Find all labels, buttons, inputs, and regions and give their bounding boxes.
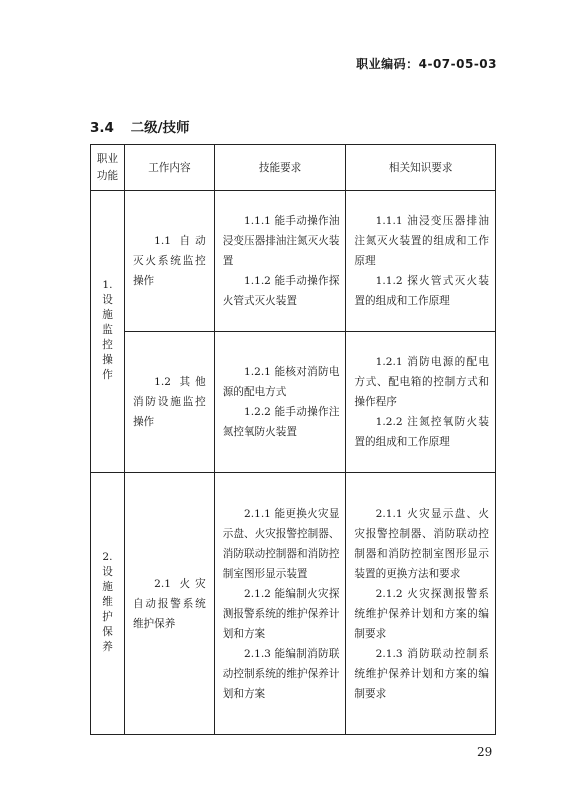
knowledge-item: 1.1.1 油浸变压器排油注氮灭火装置的组成和工作原理 bbox=[354, 215, 489, 267]
work-content-cell bbox=[124, 191, 214, 332]
skill-item: 1.2.1 能核对消防电源的配电方式 bbox=[222, 366, 340, 398]
header-work-content: 工作内容 bbox=[124, 145, 214, 191]
function-cell bbox=[91, 191, 125, 473]
function-label: 2.设施维护保养 bbox=[102, 551, 113, 653]
section-number: 3.4 bbox=[90, 120, 114, 136]
skill-item: 1.2.2 能手动操作注氮控氧防火装置 bbox=[222, 406, 340, 438]
occupation-code: 职业编码：4-07-05-03 bbox=[356, 57, 497, 71]
section-heading bbox=[90, 116, 190, 136]
header-knowledge-requirements: 相关知识要求 bbox=[346, 145, 496, 191]
skill-item: 2.1.3 能编制消防联动控制系统的维护保养计划和方案 bbox=[222, 647, 340, 700]
knowledge-cell bbox=[346, 473, 496, 735]
knowledge-item: 2.1.1 火灾显示盘、火灾报警控制器、消防联动控制器和消防控制室图形显示装置的更换方法和要求 bbox=[354, 507, 489, 580]
skills-table bbox=[90, 144, 496, 735]
skill-cell bbox=[214, 473, 346, 735]
knowledge-cell bbox=[346, 191, 496, 332]
skill-item: 1.1.1 能手动操作油浸变压器排油注氮灭火装置 bbox=[222, 215, 340, 267]
knowledge-cell bbox=[346, 332, 496, 473]
work-content-cell bbox=[124, 473, 214, 735]
knowledge-item: 1.1.2 探火管式灭火装置的组成和工作原理 bbox=[354, 275, 489, 307]
page-number: 29 bbox=[477, 745, 493, 759]
table-row bbox=[91, 332, 496, 473]
work-content-text: 1.1 自动灭火系统监控操作 bbox=[132, 235, 206, 287]
table-row bbox=[91, 191, 496, 332]
skill-item: 1.1.2 能手动操作探火管式灭火装置 bbox=[222, 275, 340, 307]
knowledge-item: 2.1.3 消防联动控制系统维护保养计划和方案的编制要求 bbox=[354, 647, 489, 700]
skill-cell bbox=[214, 332, 346, 473]
section-title: 二级/技师 bbox=[130, 120, 190, 136]
table-row bbox=[91, 473, 496, 735]
function-cell bbox=[91, 473, 125, 735]
skill-item: 2.1.1 能更换火灾显示盘、火灾报警控制器、消防联动控制器和消防控制室图形显示装置 bbox=[222, 507, 340, 580]
work-content-text: 1.2 其他消防设施监控操作 bbox=[132, 376, 206, 428]
knowledge-item: 1.2.1 消防电源的配电方式、配电箱的控制方式和操作程序 bbox=[354, 356, 489, 408]
work-content-cell bbox=[124, 332, 214, 473]
function-label: 1.设施监控操作 bbox=[102, 279, 113, 381]
knowledge-item: 2.1.2 火灾探测报警系统维护保养计划和方案的编制要求 bbox=[354, 587, 489, 640]
header-skill-requirements: 技能要求 bbox=[214, 145, 346, 191]
table-header-row bbox=[91, 145, 496, 191]
work-content-text: 2.1 火灾自动报警系统维护保养 bbox=[132, 577, 206, 630]
knowledge-item: 1.2.2 注氮控氧防火装置的组成和工作原理 bbox=[354, 416, 489, 448]
header-function: 职业功能 bbox=[91, 145, 125, 191]
skill-cell bbox=[214, 191, 346, 332]
skill-item: 2.1.2 能编制火灾探测报警系统的维护保养计划和方案 bbox=[222, 587, 340, 640]
